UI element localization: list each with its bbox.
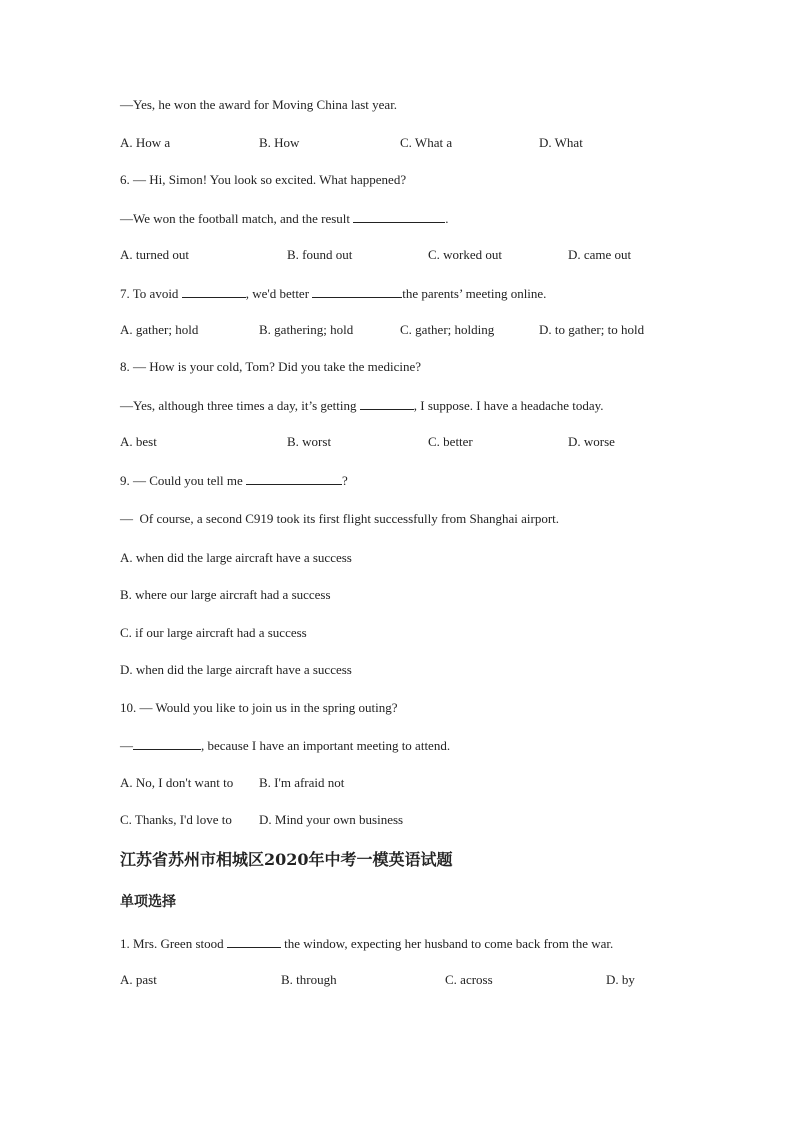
q10-answer-line bbox=[120, 737, 450, 754]
q9-blank[interactable] bbox=[246, 472, 342, 485]
q8-blank[interactable] bbox=[360, 397, 414, 410]
s1-option-d: D. by bbox=[606, 972, 635, 987]
q5-answer: —Yes, he won the award for Moving China last year. bbox=[120, 97, 398, 112]
q7-blank-2[interactable] bbox=[312, 285, 402, 298]
q10-option-b: B. I'm afraid not bbox=[259, 775, 345, 790]
q7-blank-1[interactable] bbox=[182, 285, 246, 298]
q9-answer-text: Of course, a second C919 took its first flight successfully from Shanghai airport. bbox=[139, 511, 560, 526]
q6-option-a: A. turned out bbox=[120, 247, 189, 262]
q8-option-b: B. worst bbox=[287, 434, 332, 449]
q8-question: 8. — How is your cold, Tom? Did you take the medicine? bbox=[120, 359, 422, 374]
q7-text-3: the parents’ meeting online. bbox=[402, 286, 547, 301]
q5-option-d: D. What bbox=[539, 135, 583, 150]
q7-text-2: , we'd better bbox=[245, 286, 310, 301]
q8-option-d: D. worse bbox=[568, 434, 615, 449]
q10-answer-text: , because I have an important meeting to attend. bbox=[201, 738, 451, 753]
s1-question bbox=[120, 935, 613, 952]
section-subtitle: 单项选择 bbox=[120, 894, 176, 910]
s1-option-c: C. across bbox=[445, 972, 493, 987]
q9-text-2: ? bbox=[342, 473, 348, 488]
q10-option-d: D. Mind your own business bbox=[259, 812, 404, 827]
q10-blank[interactable] bbox=[133, 737, 201, 750]
s1-blank[interactable] bbox=[227, 935, 281, 948]
q9-dash: — bbox=[120, 511, 133, 526]
q6-answer-end: . bbox=[445, 211, 449, 226]
q6-option-c: C. worked out bbox=[428, 247, 503, 262]
s1-text-1: 1. Mrs. Green stood bbox=[120, 936, 224, 951]
s1-text-2: the window, expecting her husband to come back from the war. bbox=[284, 936, 614, 951]
q7-option-a: A. gather; hold bbox=[120, 322, 199, 337]
q8-option-a: A. best bbox=[120, 434, 157, 449]
q10-option-c: C. Thanks, I'd love to bbox=[120, 812, 232, 827]
q6-answer-text: —We won the football match, and the result bbox=[120, 211, 351, 226]
q9-option-a: A. when did the large aircraft have a success bbox=[120, 550, 352, 565]
q7-text-1: 7. To avoid bbox=[120, 286, 179, 301]
q7-option-b: B. gathering; hold bbox=[259, 322, 354, 337]
q8-answer-line bbox=[120, 397, 604, 414]
exam-title: 江苏省苏州市相城区2020年中考一模英语试题 bbox=[120, 850, 453, 869]
q5-option-a: A. How a bbox=[120, 135, 171, 150]
q9-question bbox=[120, 472, 348, 489]
q7-option-d: D. to gather; to hold bbox=[539, 322, 645, 337]
s1-option-b: B. through bbox=[281, 972, 337, 987]
q6-option-d: D. came out bbox=[568, 247, 632, 262]
q5-option-b: B. How bbox=[259, 135, 300, 150]
q9-option-c: C. if our large aircraft had a success bbox=[120, 625, 307, 640]
q6-answer-line bbox=[120, 210, 449, 227]
q9-option-d: D. when did the large aircraft have a success bbox=[120, 662, 352, 677]
q6-question: 6. — Hi, Simon! You look so excited. What happened? bbox=[120, 172, 407, 187]
q10-option-a: A. No, I don't want to bbox=[120, 775, 234, 790]
q8-answer-end: , I suppose. I have a headache today. bbox=[413, 398, 604, 413]
q6-blank[interactable] bbox=[353, 210, 445, 223]
q5-option-c: C. What a bbox=[400, 135, 453, 150]
q7-question bbox=[120, 285, 546, 302]
q9-answer-line bbox=[120, 511, 559, 527]
q9-option-b: B. where our large aircraft had a success bbox=[120, 587, 331, 602]
q8-answer-text: —Yes, although three times a day, it’s getting bbox=[120, 398, 357, 413]
s1-option-a: A. past bbox=[120, 972, 157, 987]
q9-text-1: 9. — Could you tell me bbox=[120, 473, 243, 488]
q7-option-c: C. gather; holding bbox=[400, 322, 495, 337]
q8-option-c: C. better bbox=[428, 434, 473, 449]
q6-option-b: B. found out bbox=[287, 247, 353, 262]
q10-question: 10. — Would you like to join us in the spring outing? bbox=[120, 700, 398, 715]
q10-dash: — bbox=[120, 738, 133, 753]
